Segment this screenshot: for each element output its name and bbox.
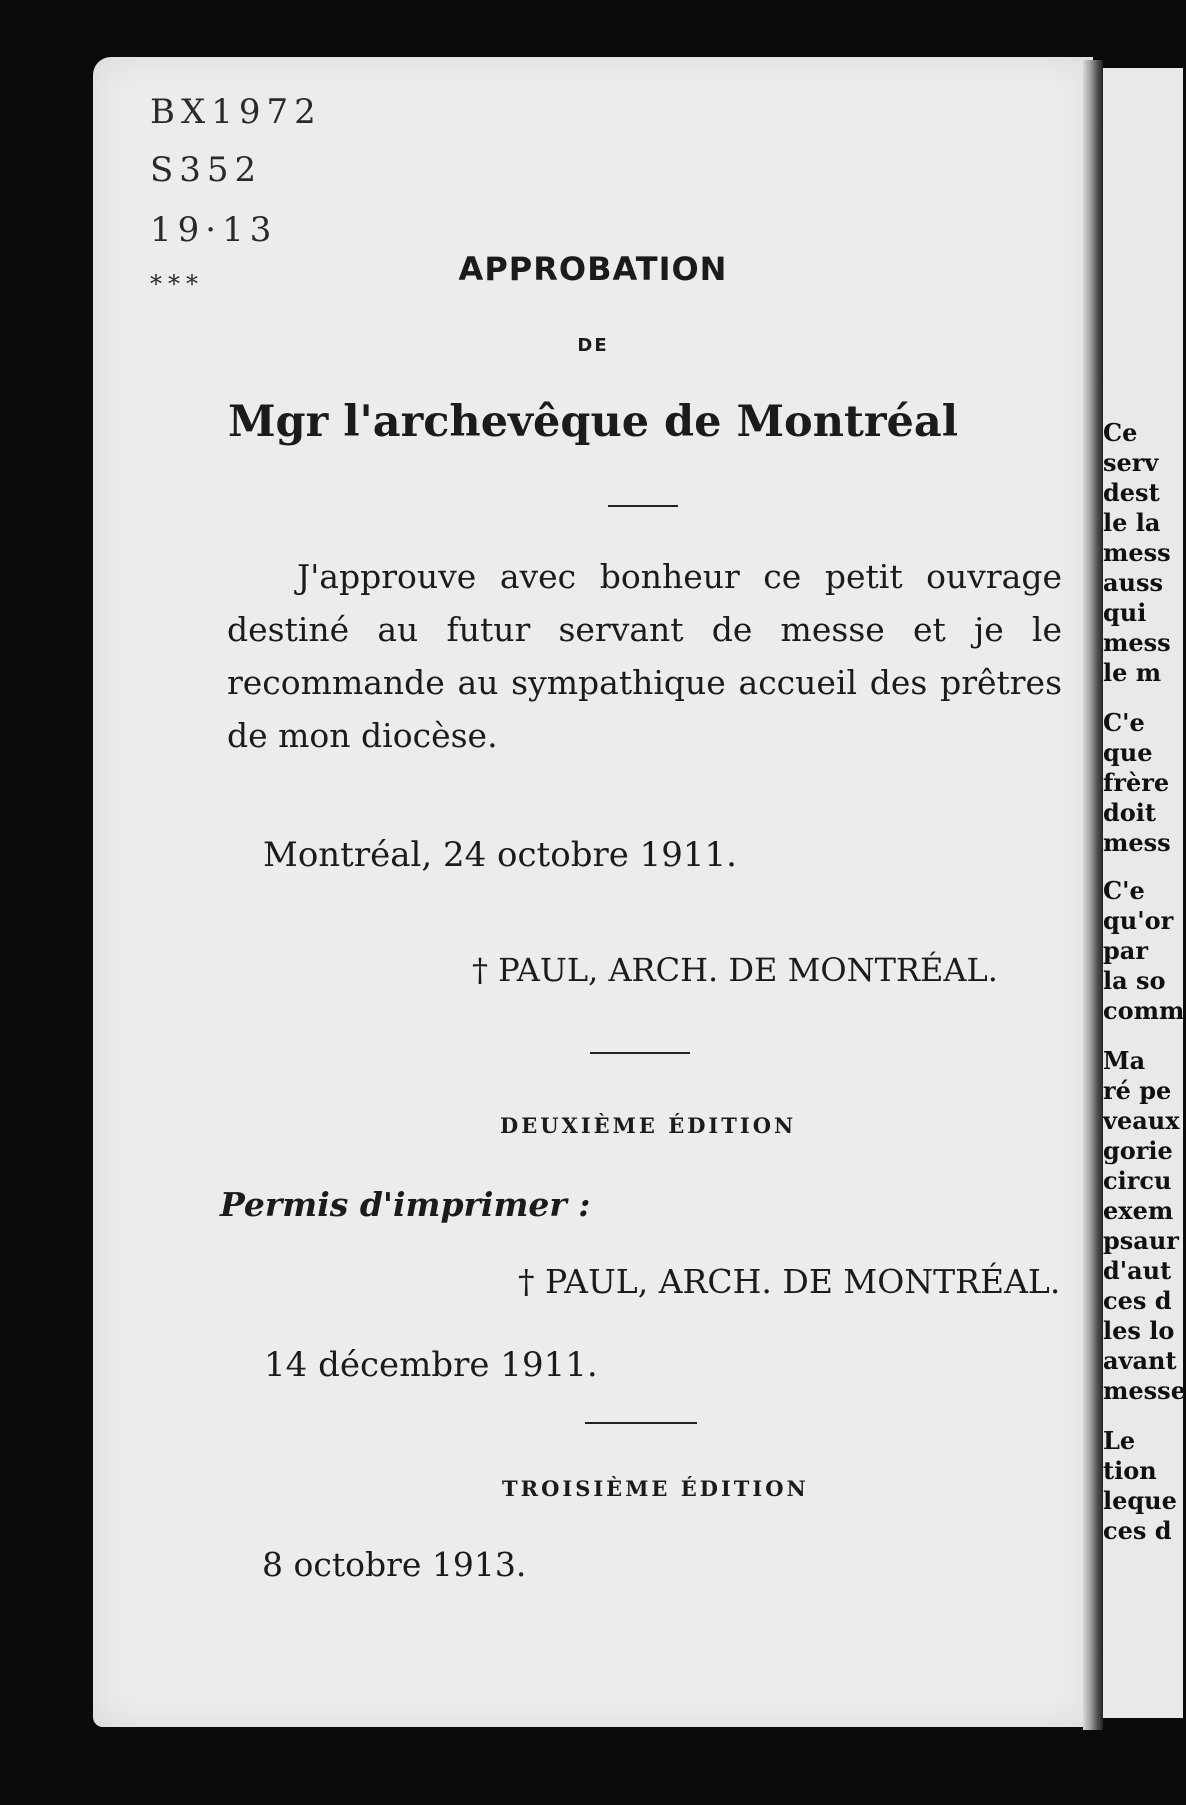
facing-page-fragment: ré pe [1103,1076,1172,1105]
facing-page-fragment: les lo [1103,1316,1175,1345]
divider-2 [590,1052,690,1054]
facing-page-fragment: frère [1103,768,1170,797]
facing-page-fragment: C'e [1103,708,1145,737]
facing-page-fragment: tion [1103,1456,1157,1485]
handwritten-call-number-3: 19·13 [150,210,278,250]
facing-page-fragment: exem [1103,1196,1174,1225]
date-3: 8 octobre 1913. [262,1545,527,1584]
handwritten-marks: *** [150,270,204,298]
facing-page-fragment: ces d [1103,1286,1172,1315]
facing-page-fragment: auss [1103,568,1164,597]
facing-page-fragment: psaur [1103,1226,1179,1255]
edition-2-heading: DEUXIÈME ÉDITION [500,1113,797,1138]
facing-page-fragment: qui [1103,598,1147,627]
facing-page-fragment: C'e [1103,876,1145,905]
permis-imprimer: Permis d'imprimer : [220,1185,591,1224]
facing-page-fragment: le la [1103,508,1161,537]
facing-page-fragment: mess [1103,628,1171,657]
facing-page-fragment: leque [1103,1486,1177,1515]
handwritten-call-number-1: BX1972 [150,92,322,132]
facing-page-fragment: comm [1103,996,1185,1025]
facing-page-fragment: le m [1103,658,1162,687]
facing-page-fragment: messe [1103,1376,1186,1405]
facing-page-fragment: Ma [1103,1046,1146,1075]
heading-de: DE [577,335,609,356]
facing-page-fragment: ces d [1103,1516,1172,1545]
facing-page-fragment: serv [1103,448,1159,477]
approval-text: J'approuve avec bonheur ce petit ouvrage destiné au futur servant de messe et je le recommande au sympathique accueil des prêtres de mon diocèse. [227,557,1062,755]
heading: APPROBATION [458,250,728,288]
facing-page-fragment: que [1103,738,1153,767]
facing-page-fragment: Le [1103,1426,1136,1455]
signature-1: † PAUL, ARCH. DE MONTRÉAL. [472,951,998,989]
date-2: 14 décembre 1911. [264,1345,598,1385]
facing-page-fragment: doit [1103,798,1156,827]
edition-3-heading: TROISIÈME ÉDITION [502,1476,809,1501]
facing-page-fragment: qu'or [1103,906,1174,935]
facing-page-fragment: veaux [1103,1106,1180,1135]
place-date: Montréal, 24 octobre 1911. [263,835,737,875]
facing-page-fragment: par [1103,936,1148,965]
facing-page-fragment: avant [1103,1346,1177,1375]
signature-2: † PAUL, ARCH. DE MONTRÉAL. [518,1262,1061,1301]
subheading: Mgr l'archevêque de Montréal [227,397,959,447]
facing-page-fragment: circu [1103,1166,1172,1195]
handwritten-call-number-2: S352 [150,150,263,190]
facing-page-fragment: la so [1103,966,1166,995]
facing-page-fragment: dest [1103,478,1160,507]
divider-3 [585,1422,697,1424]
facing-page-fragment: mess [1103,538,1171,567]
facing-page-fragment: d'aut [1103,1256,1172,1285]
facing-page-fragment: gorie [1103,1136,1173,1165]
facing-page-fragment: Ce [1103,418,1138,447]
page-content [93,0,1093,1805]
facing-page-fragment: mess [1103,828,1171,857]
divider-1 [608,505,678,507]
